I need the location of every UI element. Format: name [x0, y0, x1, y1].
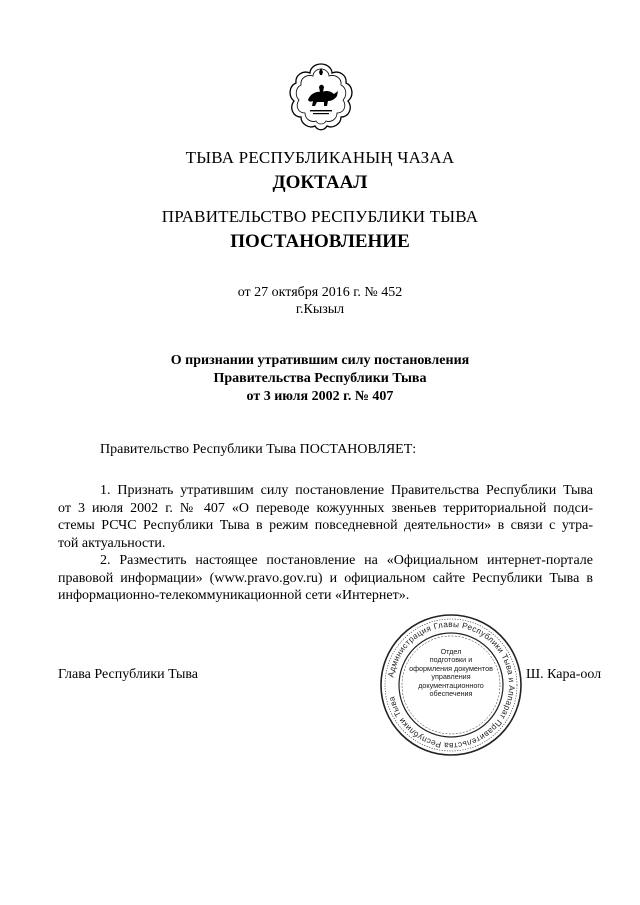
paragraph-line: стемы РСЧС Республики Тыва в режим повседневной деятельности» в связи с утра-	[58, 518, 593, 533]
paragraph-line: правовой информации» (www.pravo.gov.ru) и официальном сайте Республики Тыва в	[58, 570, 593, 586]
title-line: Правительства Республики Тыва	[213, 371, 427, 386]
paragraph-line: 1. Признать утратившим силу постановление Правительства Республики Тыва	[100, 483, 593, 498]
signatory-name: Ш. Кара-оол	[526, 667, 602, 682]
paragraph-line: от 3 июля 2002 г. № 407 «О переводе кожуунных звеньев территориальной подси-	[58, 500, 593, 516]
paragraph-line: информационно-телекоммуникационной сети «Интернет».	[58, 588, 410, 603]
paragraph-line: той актуальности.	[58, 535, 166, 551]
russian-government-title: ПРАВИТЕЛЬСТВО РЕСПУБЛИКИ ТЫВА	[161, 207, 479, 226]
tuvan-document-type: ДОКТААЛ	[272, 172, 368, 193]
tuva-coat-of-arms-icon	[286, 60, 356, 136]
document-date-number: от 27 октября 2016 г. № 452	[237, 285, 403, 300]
stamp-line: оформления документов	[409, 663, 493, 673]
paragraph-line: 2. Разместить настоящее постановление на «Официальном интернет-портале	[100, 553, 593, 568]
stamp-line: подготовки и	[429, 655, 473, 665]
russian-document-type: ПОСТАНОВЛЕНИЕ	[230, 231, 410, 252]
title-line: О признании утратившим силу постановления	[170, 353, 470, 368]
stamp-inner-text	[408, 648, 494, 698]
paragraph-1	[58, 482, 593, 552]
stamp-line: управления	[431, 672, 471, 682]
tuvan-government-title: ТЫВА РЕСПУБЛИКАНЫҢ ЧАЗАА	[185, 148, 455, 167]
stamp-line: обеспечения	[429, 689, 473, 699]
title-line: от 3 июля 2002 г. № 407	[246, 389, 394, 404]
stamp-ring-text: Администрация Главы Республики Тыва и Аппарат Правительства Республики Тыва	[386, 619, 517, 751]
stamp-line: Отдел	[440, 647, 462, 656]
preamble: Правительство Республики Тыва ПОСТАНОВЛЯЕТ:	[100, 442, 417, 457]
document-title	[0, 352, 640, 406]
paragraph-2	[58, 552, 593, 605]
stamp-line: документационного	[418, 680, 484, 690]
document-city: г.Кызыл	[295, 302, 345, 317]
signatory-title: Глава Республики Тыва	[58, 667, 199, 682]
